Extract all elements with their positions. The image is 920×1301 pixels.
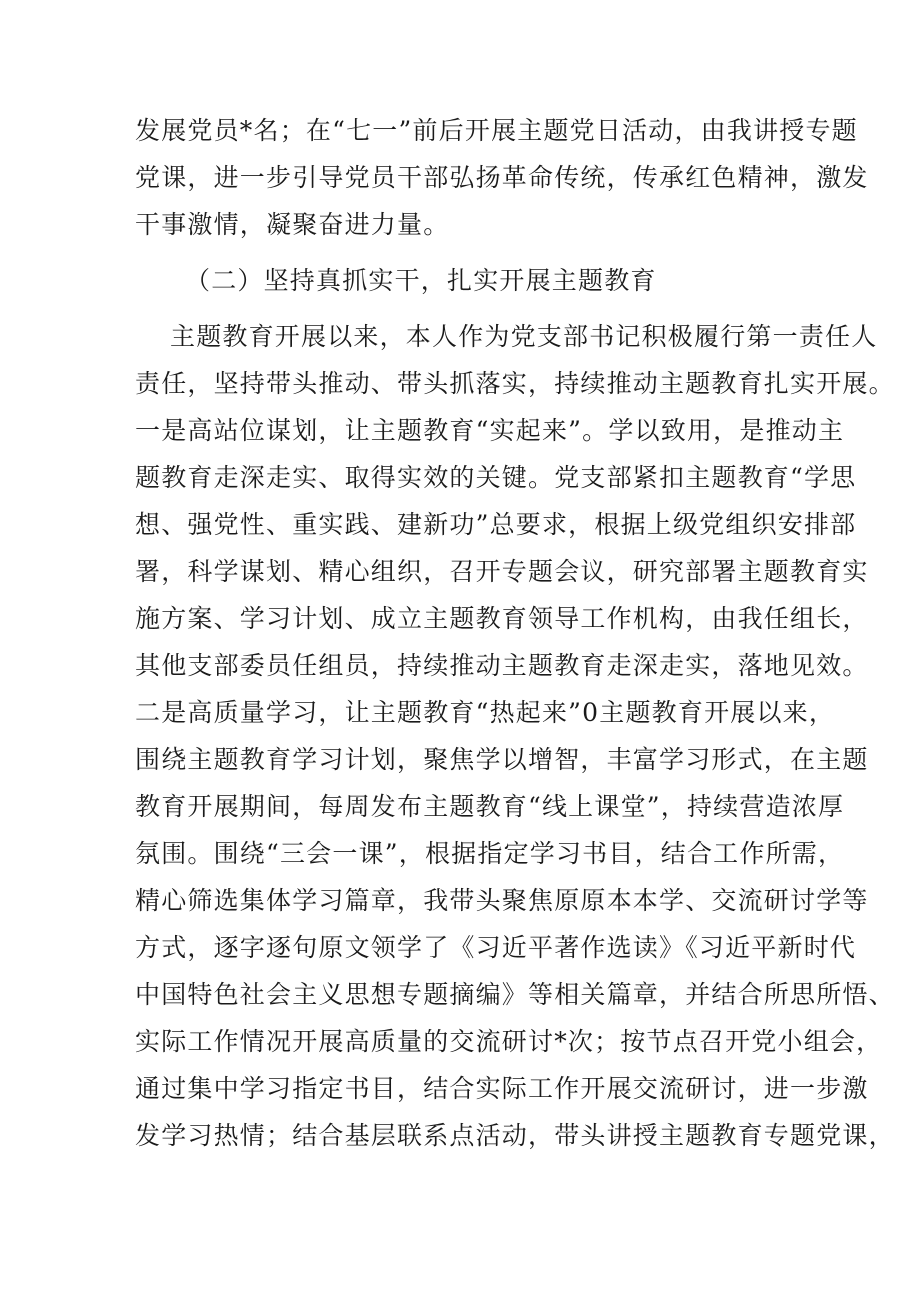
paragraph-2-line-15: 中国特色社会主义思想专题摘编》等相关篇章，并结合所思所悟、 [135,980,895,1009]
paragraph-2-line-11: 教育开展期间，每周发布主题教育“线上课堂”，持续营造浓厚 [135,792,845,821]
paragraph-2-line-13: 精心筛选集体学习篇章，我带头聚焦原原本本学、交流研讨学等 [135,886,869,915]
paragraph-1-line-2: 党课，进一步引导党员干部弘扬革命传统，传承红色精神，激发 [135,163,869,192]
paragraph-2-line-18: 发学习热情；结合基层联系点活动，带头讲授主题教育专题党课， [135,1121,895,1150]
paragraph-2-line-1: 主题教育开展以来，本人作为党支部书记积极履行第一责任人 [170,322,878,351]
paragraph-2-line-2: 责任，坚持带头推动、带头抓落实，持续推动主题教育扎实开展。 [135,369,895,398]
paragraph-2-line-14: 方式，逐字逐句原文领学了《习近平著作选读》《习近平新时代 [135,933,857,962]
paragraph-2-line-16: 实际工作情况开展高质量的交流研讨*次；按节点召开党小组会， [135,1027,883,1056]
paragraph-2-line-5: 想、强党性、重实践、建新功”总要求，根据上级党组织安排部 [135,510,857,539]
paragraph-1-line-1: 发展党员*名；在“七一”前后开展主题党日活动，由我讲授专题 [135,116,858,145]
paragraph-2-line-12: 氛围。围绕“三会一课”，根据指定学习书目，结合工作所需， [135,839,845,868]
paragraph-1-line-3: 干事激情，凝聚奋进力量。 [135,210,450,239]
section-heading: （二）坚持真抓实干，扎实开展主题教育 [185,266,657,295]
paragraph-2-line-7: 施方案、学习计划、成立主题教育领导工作机构，由我任组长， [135,604,869,633]
paragraph-2-line-10: 围绕主题教育学习计划，聚焦学以增智，丰富学习形式，在主题 [135,745,869,774]
paragraph-2-line-9: 二是高质量学习，让主题教育“热起来”0主题教育开展以来， [135,698,836,727]
paragraph-2-line-4: 题教育走深走实、取得实效的关键。党支部紧扣主题教育“学思 [135,463,857,492]
paragraph-2-line-6: 署，科学谋划、精心组织，召开专题会议，研究部署主题教育实 [135,557,869,586]
paragraph-2-line-8: 其他支部委员任组员，持续推动主题教育走深走实，落地见效。 [135,651,869,680]
paragraph-2-line-3: 一是高站位谋划，让主题教育“实起来”。学以致用，是推动主 [135,416,845,445]
paragraph-2-line-17: 通过集中学习指定书目，结合实际工作开展交流研讨，进一步激 [135,1074,869,1103]
